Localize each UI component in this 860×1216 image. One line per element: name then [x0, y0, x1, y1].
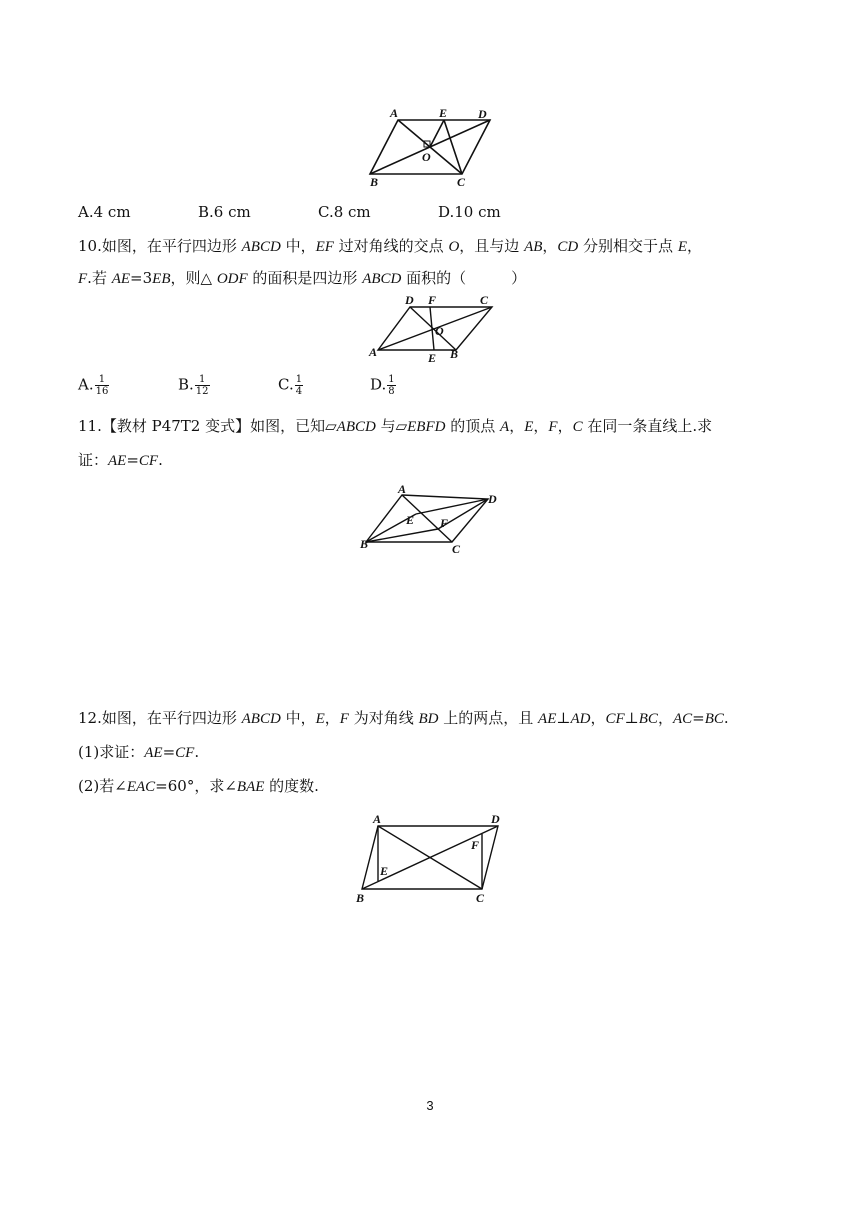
q10-label-E: E — [428, 351, 437, 365]
q9-figure — [368, 104, 500, 190]
q9-option-b: B.6 cm — [198, 203, 251, 221]
q11-line-1: 11.【教材 P47T2 变式】如图，已知▱ABCD 与▱EBFD 的顶点 A，E，F，C 在同一条直线上.求 — [78, 417, 713, 435]
q10-option-c: C. $\frac{1}{4}$ — [278, 374, 303, 397]
q9-label-O: O — [422, 150, 431, 164]
q10-label-D: D — [405, 293, 414, 307]
q11-label-C: C — [452, 542, 461, 556]
q9-label-E: E — [439, 106, 448, 120]
q10-label-C: C — [480, 293, 489, 307]
q9-option-c: C.8 cm — [318, 203, 371, 221]
q10-option-b: B. $\frac{1}{12}$ — [178, 374, 209, 397]
q10-option-a: A. $\frac{1}{16}$ — [78, 374, 109, 397]
q9-label-B: B — [370, 175, 379, 189]
q11-label-D: D — [488, 492, 497, 506]
q10-label-O: O — [435, 324, 444, 338]
q9-label-D: D — [478, 107, 487, 121]
q12-label-B: B — [356, 891, 365, 905]
q11-label-E: E — [406, 513, 415, 527]
q10-label-F: F — [428, 293, 437, 307]
q10-label-A: A — [369, 345, 378, 359]
q9-label-C: C — [457, 175, 466, 189]
q12-line-3: (2)若∠EAC=60°，求∠BAE 的度数. — [78, 777, 319, 795]
q11-figure — [356, 482, 506, 558]
q10-label-B: B — [450, 347, 459, 361]
q11-label-A: A — [398, 482, 407, 496]
q12-label-F: F — [471, 838, 480, 852]
q9-label-A: A — [390, 106, 399, 120]
q9-option-a: A.4 cm — [78, 203, 131, 221]
q11-label-B: B — [360, 537, 369, 551]
q10-figure — [368, 290, 498, 366]
q11-line-2: 证：AE=CF. — [78, 451, 163, 469]
q10-line-1: 10.如图，在平行四边形 ABCD 中，EF 过对角线的交点 O，且与边 AB，CD 分别相交于点 E， — [78, 237, 702, 255]
q10-option-d: D. $\frac{1}{8}$ — [370, 374, 395, 397]
q12-line-1: 12.如图，在平行四边形 ABCD 中，E，F 为对角线 BD 上的两点，且 AE⊥AD，CF⊥BC，AC=BC. — [78, 709, 729, 727]
q12-line-2: (1)求证：AE=CF. — [78, 743, 200, 761]
q12-label-E: E — [380, 864, 389, 878]
q12-figure — [352, 810, 502, 906]
q12-label-D: D — [491, 812, 500, 826]
q9-option-d: D.10 cm — [438, 203, 501, 221]
q10-line-2: F.若 AE=3EB，则△ ODF 的面积是四边形 ABCD 面积的（ ） — [78, 269, 527, 287]
q12-label-A: A — [373, 812, 382, 826]
q11-label-F: F — [440, 516, 449, 530]
page-number: 3 — [426, 1098, 434, 1113]
q12-label-C: C — [476, 891, 485, 905]
